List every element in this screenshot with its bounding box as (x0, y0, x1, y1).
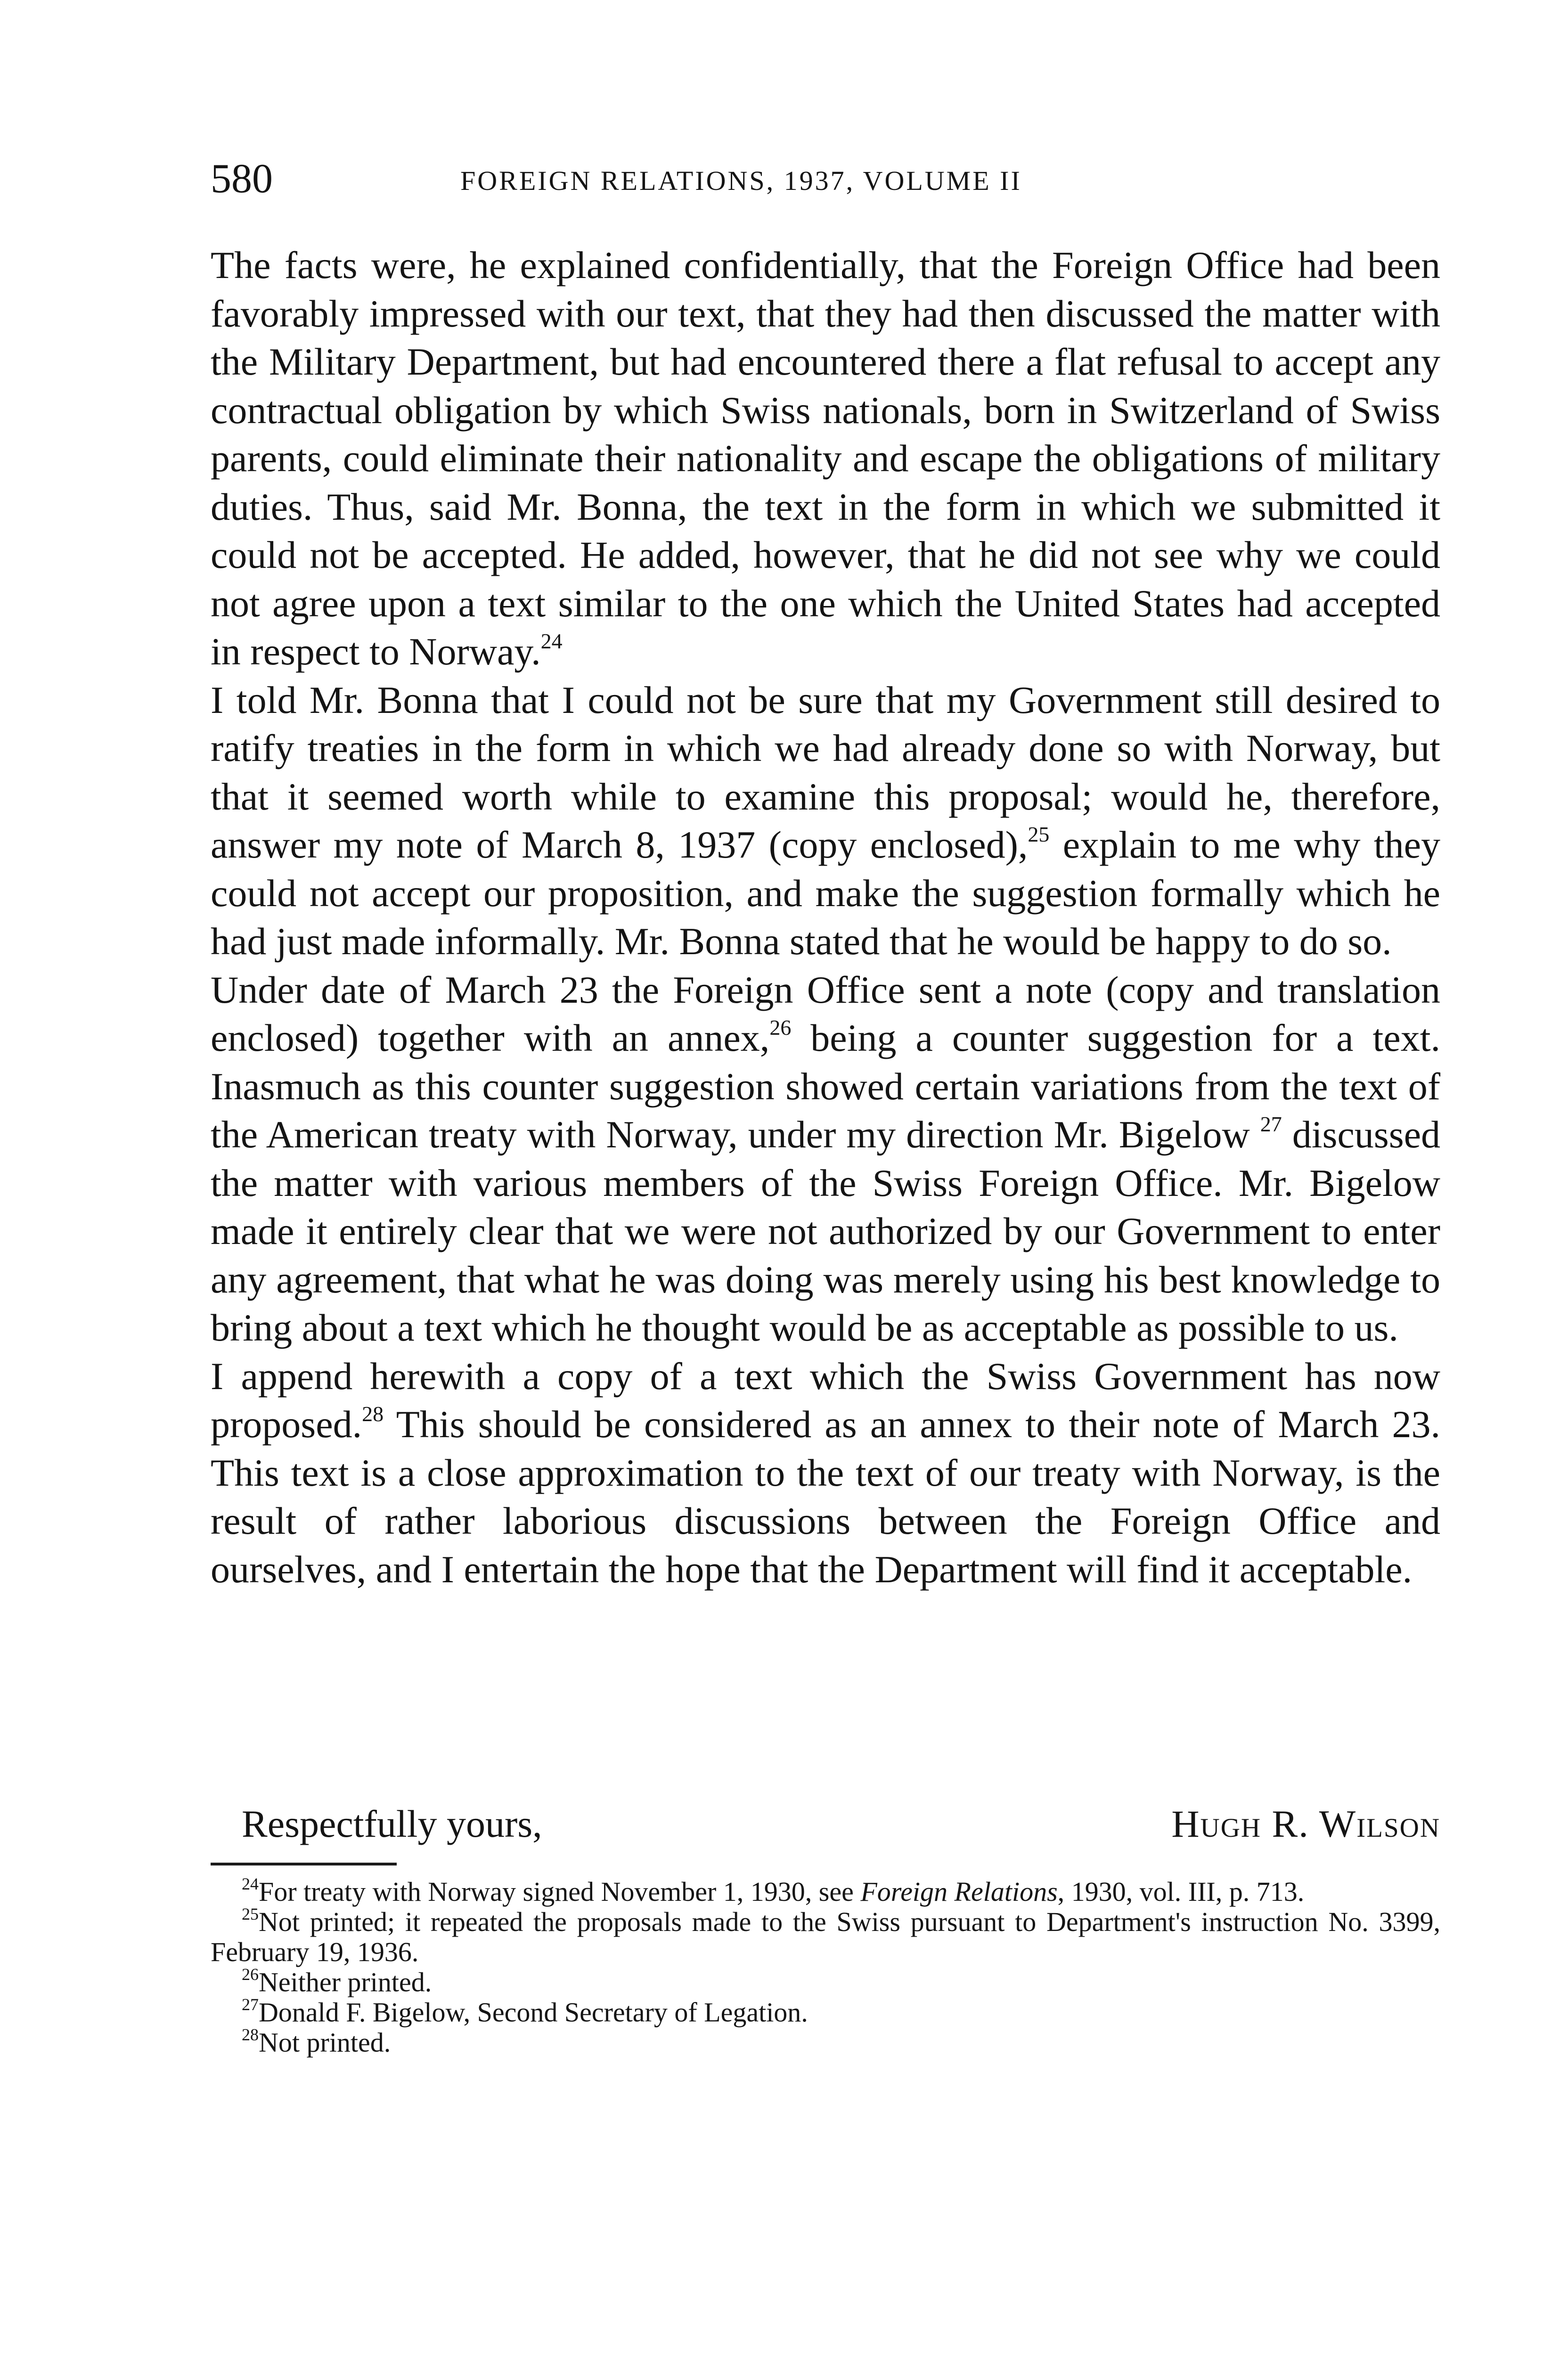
footnote-25 (211, 1907, 1440, 1967)
paragraph-3 (211, 966, 1440, 1352)
footnote-marker: 26 (242, 1965, 259, 1984)
paragraph-3-text-a: Under date of March 23 the Foreign Office sent a note (copy and translation enclosed) together with an annex, (211, 968, 1440, 1059)
footnote-ref-27: 27 (1260, 1112, 1282, 1136)
footnote-28 (211, 2025, 1440, 2058)
running-head (211, 155, 1440, 207)
paragraph-2 (211, 676, 1440, 966)
footnote-24 (211, 1874, 1440, 1907)
footnote-27-text: Donald F. Bigelow, Second Secretary of Legation. (259, 1997, 808, 2028)
footnote-24-text-end: , 1930, vol. III, p. 713. (1057, 1876, 1305, 1907)
footnote-marker: 28 (242, 2025, 259, 2044)
paragraph-1 (211, 241, 1440, 676)
paragraph-3-text-c: discussed the matter with various members of the Swiss Foreign Office. Mr. Bigelow made it entirely clear that we were not authorized by our Government to enter any agreement, that what he was doing was merely using his best knowledge to bring about a text which he thought would be as acceptable as possible to us. (211, 1113, 1440, 1349)
footnote-ref-25: 25 (1028, 822, 1050, 846)
footnote-marker: 25 (242, 1905, 259, 1923)
page-number: 580 (211, 156, 273, 202)
footnotes (211, 1874, 1440, 2058)
footnote-25-text: Not printed; it repeated the proposals made to the Swiss pursuant to Department's instruction No. 3399, February 19, 1936. (211, 1906, 1440, 1967)
closing (211, 1800, 1440, 1852)
paragraph-4 (211, 1352, 1440, 1594)
paragraph-1-text: The facts were, he explained confidentially, that the Foreign Office had been favorably impressed with our text, that they had then discussed the matter with the Military Department, but had encountered there a flat refusal to accept any contractual obligation by which Swiss nationals, born in Switzerland of Swiss parents, could eliminate their nationality and escape the obligations of military duties. Thus, said Mr. Bonna, the text in the form in which we submitted it could not be accepted. He added, however, that he did not see why we could not agree upon a text similar to the one which the United States had accepted in respect to Norway. (211, 244, 1440, 673)
salutation: Respectfully yours, (242, 1802, 542, 1845)
running-title: FOREIGN RELATIONS, 1937, VOLUME II (460, 165, 1022, 196)
paragraph-3-text-b: being a counter suggestion for a text. Inasmuch as this counter suggestion showed certain variations from the text of the American treaty with Norway, under my direction Mr. Bigelow (211, 1016, 1440, 1156)
footnote-27 (211, 1997, 1440, 2028)
footnote-marker: 24 (242, 1874, 259, 1893)
footnote-marker: 27 (242, 1995, 259, 2014)
footnote-24-text: For treaty with Norway signed November 1, 1930, see (259, 1876, 861, 1907)
body-text (211, 241, 1440, 1594)
footnote-ref-28: 28 (362, 1402, 384, 1426)
footnote-28-text: Not printed. (259, 2027, 391, 2058)
paragraph-2-text-b: explain to me why they could not accept our proposition, and make the suggestion formally which he had just made informally. Mr. Bonna stated that he would be happy to do so. (211, 823, 1440, 963)
footnote-ref-26: 26 (769, 1015, 792, 1039)
footnote-divider (211, 1863, 397, 1865)
signature: Hugh R. Wilson (1171, 1802, 1440, 1845)
footnote-24-italic-title: Foreign Relations (860, 1876, 1058, 1907)
paragraph-4-text-b: This should be considered as an annex to their note of March 23. This text is a close approximation to the text of our treaty with Norway, is the result of rather laborious discussions between the Foreign Office and ourselves, and I entertain the hope that the Department will find it acceptable. (211, 1403, 1440, 1591)
footnote-26-text: Neither printed. (259, 1967, 432, 1997)
paragraph-4-text-a: I append herewith a copy of a text which the Swiss Government has now proposed. (211, 1354, 1440, 1446)
paragraph-2-text-a: I told Mr. Bonna that I could not be sure that my Government still desired to ratify treaties in the form in which we had already done so with Norway, but that it seemed worth while to examine this proposal; would he, therefore, answer my note of March 8, 1937 (copy enclosed), (211, 678, 1440, 866)
footnote-26 (211, 1967, 1440, 1997)
footnote-ref-24: 24 (540, 629, 563, 653)
